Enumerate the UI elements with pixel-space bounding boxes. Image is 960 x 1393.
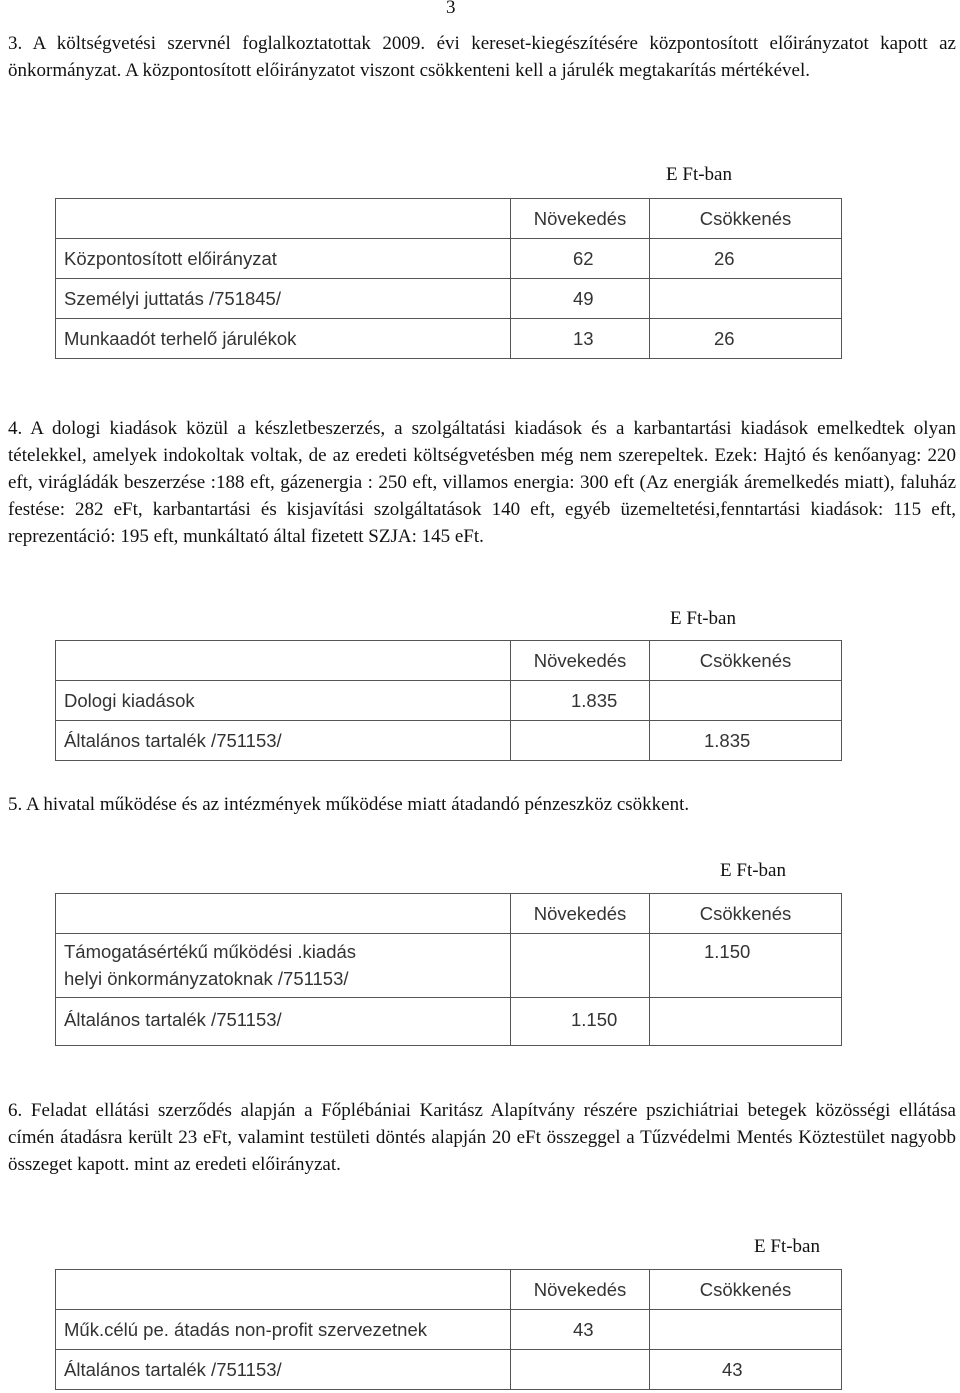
unit-label: E Ft-ban: [754, 1236, 820, 1257]
header-decrease: Csökkenés: [650, 199, 842, 239]
row-label: Általános tartalék /751153/: [56, 1350, 511, 1390]
table-row: [56, 681, 842, 721]
section-4-text: [8, 415, 956, 550]
table-row: [56, 721, 842, 761]
row-label: Személyi juttatás /751845/: [56, 279, 511, 319]
row-increase: 1.835: [511, 681, 650, 721]
row-label: Támogatásértékű működési .kiadás helyi önkormányzatoknak /751153/: [56, 934, 511, 998]
paragraph: 3. A költségvetési szervnél foglalkoztatottak 2009. évi kereset-kiegészítésére központosított előirányzatot kapott az önkormányzat. A központosított előirányzatot viszont csökkenteni kell a járulék megtakarítás mértékével.: [8, 33, 956, 81]
table-row: [56, 998, 842, 1046]
table-row: [56, 934, 842, 998]
header-empty: [56, 894, 511, 934]
table-header-row: [56, 641, 842, 681]
header-empty: [56, 641, 511, 681]
row-decrease: 26: [650, 239, 842, 279]
table-row: [56, 1310, 842, 1350]
row-increase: 1.150: [511, 998, 650, 1046]
row-increase: 43: [511, 1310, 650, 1350]
paragraph: 6. Feladat ellátási szerződés alapján a Főplébániai Karitász Alapítvány részére pszichiátriai betegek közösségi ellátása címén átadásra került 23 eFt, valamint testületi döntés alapján 20 eFt összeggel a Tűzvédelmi Mentés Köztestület nagyobb összeget kapott. mint az eredeti előirányzat.: [8, 1100, 956, 1175]
header-increase: Növekedés: [511, 199, 650, 239]
row-label: Általános tartalék /751153/: [56, 721, 511, 761]
table-header-row: [56, 1270, 842, 1310]
section-3-text: [8, 30, 956, 84]
table-header-row: [56, 199, 842, 239]
table-section-6: [55, 1269, 842, 1390]
table-section-5: [55, 893, 842, 1046]
header-increase: Növekedés: [511, 641, 650, 681]
section-5-text: [8, 791, 956, 818]
row-decrease: [650, 279, 842, 319]
row-label: Munkaadót terhelő járulékok: [56, 319, 511, 359]
header-decrease: Csökkenés: [650, 894, 842, 934]
page-number: 3: [446, 0, 456, 18]
row-increase: [511, 934, 650, 998]
row-label: Központosított előirányzat: [56, 239, 511, 279]
row-increase: 13: [511, 319, 650, 359]
table-row: [56, 279, 842, 319]
paragraph: 4. A dologi kiadások közül a készletbeszerzés, a szolgáltatási kiadások és a karbantartási kiadások emelkedtek olyan tételekkel, amelyek indokoltak voltak, de az eredeti költségvetésben még nem szerepeltek. Ezek: Hajtó és kenőanyag: 220 eft, virágládák beszerzése :188 eft, gázenergia : 250 eft, villamos energia: 300 eft (Az energiák áremelkedés miatt), faluház festése: 282 eFt, karbantartási és kisjavítási szolgáltatások 140 eft, egyéb üzemeltetési,fenntartási kiadások: 115 eft, reprezentáció: 195 eft, munkáltató által fizetett SZJA: 145 eFt.: [8, 418, 956, 547]
row-decrease: 26: [650, 319, 842, 359]
unit-label: E Ft-ban: [670, 608, 736, 629]
table-row: [56, 239, 842, 279]
section-6-text: [8, 1097, 956, 1178]
row-increase: 62: [511, 239, 650, 279]
row-label: Dologi kiadások: [56, 681, 511, 721]
table-row: [56, 319, 842, 359]
row-decrease: [650, 1310, 842, 1350]
row-increase: 49: [511, 279, 650, 319]
row-decrease: [650, 681, 842, 721]
header-decrease: Csökkenés: [650, 1270, 842, 1310]
table-header-row: [56, 894, 842, 934]
header-increase: Növekedés: [511, 1270, 650, 1310]
table-section-4: [55, 640, 842, 761]
header-increase: Növekedés: [511, 894, 650, 934]
row-increase: [511, 721, 650, 761]
header-empty: [56, 199, 511, 239]
header-decrease: Csökkenés: [650, 641, 842, 681]
row-decrease: [650, 998, 842, 1046]
row-decrease: 1.835: [650, 721, 842, 761]
unit-label: E Ft-ban: [720, 860, 786, 881]
paragraph: 5. A hivatal működése és az intézmények működése miatt átadandó pénzeszköz csökkent.: [8, 794, 690, 815]
row-decrease: 43: [650, 1350, 842, 1390]
row-label: Műk.célú pe. átadás non-profit szervezetnek: [56, 1310, 511, 1350]
unit-label: E Ft-ban: [666, 164, 732, 185]
row-label: Általános tartalék /751153/: [56, 998, 511, 1046]
row-increase: [511, 1350, 650, 1390]
header-empty: [56, 1270, 511, 1310]
table-row: [56, 1350, 842, 1390]
row-decrease: 1.150: [650, 934, 842, 998]
table-section-3: [55, 198, 842, 359]
